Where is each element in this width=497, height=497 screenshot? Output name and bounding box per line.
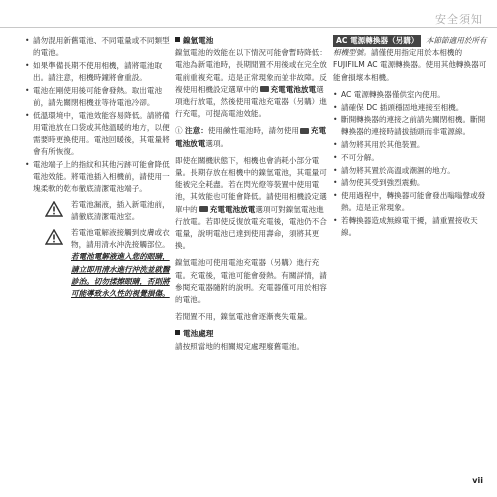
paragraph-text: 選項可對鎳氫電池進行放電。若即使反復放電充電後，電池仍不合電量，說明電池已達到使用壽命，須將其更換。 xyxy=(175,204,327,251)
nimh-section-title: 鎳氫電池 xyxy=(175,35,330,47)
page-title: 安全須知 xyxy=(435,13,483,26)
nimh-paragraph-3: 鎳氫電池可使用電池充電器（另購）進行充電。充電後，電池可能會發熱。有關詳情，請參閱充電器隨附的說明。充電器僅可用於相容的電池。 xyxy=(175,258,327,305)
nimh-paragraph-4: 若閒置不用，鎳氫電池會逐漸喪失電量。 xyxy=(175,312,312,322)
list-item: • 使用過程中，轉換器可能會發出嗡嗡聲或發熱。這是正常現象。 xyxy=(333,190,488,214)
left-column xyxy=(25,35,170,300)
note-text: 使用鹼性電池時，請勿使用 xyxy=(207,126,299,136)
discharge-option-label: 充電電池放電 xyxy=(209,204,256,214)
warning-icon xyxy=(45,201,63,217)
page-number: vii xyxy=(472,476,483,485)
leak-warning xyxy=(25,199,170,223)
list-item: • 請勿將其置於高溫或潮濕的地方。 xyxy=(333,165,488,177)
electrolyte-warning xyxy=(25,227,170,300)
list-item: • 請勿混用新舊電池、不同電量或不同類型的電池。 xyxy=(25,35,170,59)
adapter-intro xyxy=(333,35,488,84)
alkaline-note xyxy=(175,125,330,149)
list-item: • 電池端子上的指紋和其他污跡可能會降低電池效能。將電池插入相機前，請使用一塊柔軟的乾布徹底清潔電池端子。 xyxy=(25,159,170,196)
page-header xyxy=(0,0,497,28)
paragraph-text: 即使在關機狀態下，相機也會消耗小部分電量。長期存放在相機中的鎳氫電池，其電量可能被完全耗盡。若在閃光燈等裝置中使用電池，其效能也可能會降低。請使用相機設定選單中的 xyxy=(175,155,327,214)
list-item: • 請勿使其受到強烈震動。 xyxy=(333,177,488,189)
nimh-paragraph-2 xyxy=(175,155,330,253)
disposal-section-title: 電池處理 xyxy=(175,328,330,340)
right-column xyxy=(333,35,488,240)
paragraph-text: 鎳氫電池的效能在以下情況可能會暫時降低：電池為新電池時，長期閒置不用後或在完全放電前重複充電。這是正常現象而並非故障。反複使用相機設定選單中的 xyxy=(175,48,327,94)
note-label: 注意： xyxy=(185,126,208,136)
adapter-section-title: AC 電源轉換器（另購） xyxy=(333,35,421,47)
list-item: • 低溫環境中，電池效能容易降低。請將備用電池放在口袋或其他溫暖的地方，以便需要時更換使用。電池回暖後，其電量將會有所恢復。 xyxy=(25,110,170,159)
battery-tips-list xyxy=(25,35,170,196)
nimh-paragraph-1 xyxy=(175,47,330,120)
middle-column xyxy=(175,35,330,358)
menu-icon xyxy=(300,128,309,134)
list-item: • 電池在剛使用後可能會發熱。取出電池前，請先關閉相機並等待電池冷卻。 xyxy=(25,85,170,109)
discharge-option-label: 充電電池放電 xyxy=(270,84,317,94)
list-item: • 請確保 DC 插頭穩固地連接至相機。 xyxy=(333,102,488,114)
adapter-tips-list xyxy=(333,89,488,239)
list-item: • 斷開轉換器的連接之前請先關閉相機。斷開轉換器的連接時請拔插頭而非電源線。 xyxy=(333,114,488,138)
list-item: • 不可分解。 xyxy=(333,152,488,164)
paragraph-text: 選項進行放電，然後使用電池充電器（另購）進行充電，可提高電池效能。 xyxy=(175,84,327,119)
electrolyte-warning-text: 若電池電解液接觸到皮膚或衣物，請用清水沖洗接觸部位。 xyxy=(71,228,170,250)
list-item: • 若轉換器造成無線電干擾，請重置接收天線。 xyxy=(333,215,488,239)
leak-warning-text: 若電池漏液，插入新電池前，請徹底清潔電池室。 xyxy=(71,199,170,221)
adapter-intro-text: 請僅使用指定用於本相機的 FUJIFILM AC 電源轉換器。使用其他轉換器可能會損壞本相機。 xyxy=(333,48,487,82)
discharge-option-label: 充電電池放電 xyxy=(175,126,327,148)
note-text: 選項。 xyxy=(205,138,229,148)
list-item: • 如果準備長期不使用相機，請將電池取出。請注意，相機時鐘將會重設。 xyxy=(25,60,170,84)
eye-contact-warning: 若電池電解液進入您的眼睛，請立即用清水進行沖洗並就醫診治。切勿揉擦眼睛，否則將可能導致永久性的視覺損傷。 xyxy=(71,252,170,299)
adapter-scope-note: 本節節適用於所有相機型號。 xyxy=(333,36,487,58)
warning-icon xyxy=(45,229,63,245)
list-item: • AC 電源轉換器僅供室內使用。 xyxy=(333,89,488,101)
menu-icon xyxy=(260,86,269,92)
list-item: • 請勿將其用於其他裝置。 xyxy=(333,139,488,151)
disposal-paragraph: 請按照當地的相關規定處理廢舊電池。 xyxy=(175,341,305,351)
menu-icon xyxy=(199,206,208,212)
note-icon: ⓘ xyxy=(175,126,183,136)
